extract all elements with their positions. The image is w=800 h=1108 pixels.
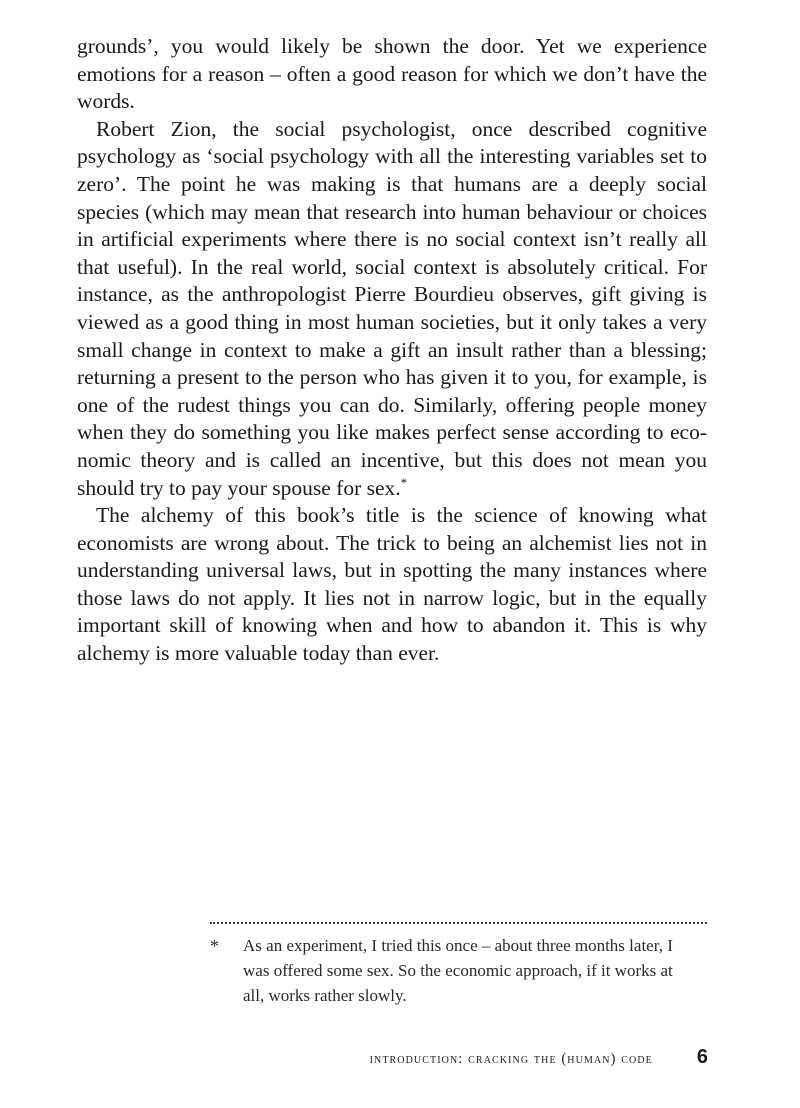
footnote-separator-rule	[210, 922, 707, 924]
paragraph-3: The alchemy of this book’s title is the science of knowing what economists are wrong about. The trick to being an alchemist lies not in understanding universal laws, but in spotting the many instances where those laws do not apply. It lies not in narrow logic, but in the equally important skill of knowing when and how to abandon it. This is why alchemy is more valuable today than ever.	[77, 503, 707, 666]
body-text	[77, 33, 707, 668]
footnote-text: As an experiment, I tried this once – about three months later, I was offered some sex. So the economic approach, if it works at all, works rather slowly.	[243, 936, 673, 1005]
footnote-marker: *	[210, 936, 219, 956]
page-number: 6	[696, 1046, 708, 1068]
paragraph-2-text: Robert Zion, the social psychologist, once described cognitive psychology as ‘social psychology with all the interesting variables set to zero’. The point he was making is that humans are a deeply social species (which may mean that research into human behaviour or choices in artificial experiments where there is no social context isn’t really all that useful). In the real world, social context is absolutely critical. For instance, as the anthropologist Pierre Bourdieu observes, gift giving is viewed as a good thing in most human societies, but it only takes a very small change in context to make a gift an insult rather than a blessing; returning a present to the person who has given it to you, for example, is one of the rudest things you can do. Similarly, offering people money when they do something you like makes perfect sense according to economic theory and is called an incentive, but this does not mean you should try to pay your spouse for sex.	[77, 116, 707, 500]
paragraph-2	[77, 116, 707, 502]
paragraph-1: grounds’, you would likely be shown the door. Yet we experience emotions for a reason – often a good reason for which we don’t have the words.	[77, 34, 707, 114]
running-footer	[230, 1046, 708, 1069]
footnote	[210, 933, 707, 1008]
running-title: introduction: cracking the (human) code	[369, 1051, 653, 1067]
footnote-reference-marker: *	[400, 474, 408, 490]
